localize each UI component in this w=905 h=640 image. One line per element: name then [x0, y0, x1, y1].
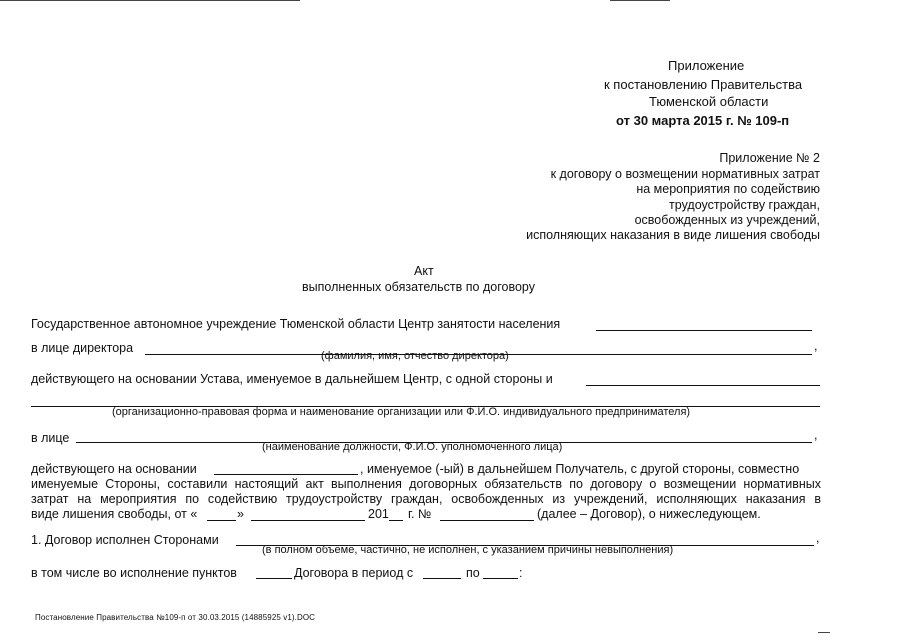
- fulfillment-hint: (в полном объеме, частично, не исполнен, с указанием причины невыполнения): [262, 544, 674, 556]
- scan-edge-right: [610, 0, 670, 1]
- director-comma: ,: [814, 339, 818, 353]
- act-date-quote: »: [237, 507, 244, 521]
- clauses-blank-line: [256, 578, 292, 579]
- scan-edge-left: [0, 0, 300, 1]
- period-colon: :: [519, 566, 523, 580]
- period-label: Договора в период с: [294, 566, 414, 580]
- date-day-blank-line: [207, 520, 236, 521]
- blank-line: [596, 330, 812, 331]
- representative-hint: (наименование должности, Ф.И.О. уполномоченного лица): [262, 441, 563, 453]
- clauses-label: в том числе во исполнение пунктов: [31, 566, 237, 580]
- period-start-blank-line: [423, 578, 461, 579]
- act-text-line2: именуемые Стороны, составили настоящий акт выполнения договорных обязательств по договору о возмещении нормативных: [31, 477, 821, 491]
- date-month-blank-line: [251, 520, 365, 521]
- period-end-blank-line: [483, 578, 518, 579]
- act-date-prefix: виде лишения свободы, от «: [31, 507, 198, 521]
- center-organization-text: Государственное автономное учреждение Тюменской области Центр занятости населения: [31, 317, 561, 331]
- contract-number-blank-line: [440, 520, 534, 521]
- recipient-basis-text: , именуемое (-ый) в дальнейшем Получатель, с другой стороны, совместно: [360, 462, 800, 476]
- act-number-label: г. №: [408, 507, 432, 521]
- recipient-basis-label: действующего на основании: [31, 462, 197, 476]
- recipient-org-hint: (организационно-правовая форма и наименование организации или Ф.И.О. индивидуального предпринимателя): [112, 406, 691, 418]
- fulfillment-comma: ,: [816, 531, 820, 545]
- recipient-basis-blank-line: [214, 474, 358, 475]
- fulfillment-label: 1. Договор исполнен Сторонами: [31, 533, 219, 547]
- appendix-line1: Приложение № 2: [719, 151, 820, 165]
- appendix-line3: на мероприятия по содействию: [636, 182, 820, 196]
- date-year-blank-line: [389, 520, 403, 521]
- header-line3: Тюменской области: [649, 94, 769, 109]
- director-hint: (фамилия, имя, отчество директора): [321, 350, 509, 362]
- representative-label: в лице: [31, 431, 70, 445]
- appendix-line6: исполняющих наказания в виде лишения свободы: [526, 228, 820, 242]
- footer-filename: Постановление Правительства №109-п от 30.03.2015 (14885925 v1).DOC: [35, 613, 316, 622]
- act-text-line3: затрат на мероприятия по содействию трудоустройству граждан, освобожденных из учреждений, исполняющих наказания в: [31, 492, 821, 506]
- title-line1: Акт: [414, 264, 434, 278]
- center-basis-text: действующего на основании Устава, именуемое в дальнейшем Центр, с одной стороны и: [31, 372, 553, 386]
- title-line2: выполненных обязательств по договору: [302, 280, 535, 294]
- representative-comma: ,: [814, 428, 818, 442]
- appendix-line5: освобожденных из учреждений,: [634, 213, 820, 227]
- blank-line: [586, 385, 820, 386]
- director-label: в лице директора: [31, 341, 134, 355]
- header-line4: от 30 марта 2015 г. № 109-п: [616, 113, 790, 128]
- appendix-line4: трудоустройству граждан,: [669, 198, 820, 212]
- act-date-suffix: (далее – Договор), о нижеследующем.: [537, 507, 761, 521]
- header-line1: Приложение: [668, 58, 745, 73]
- period-to-label: по: [466, 566, 480, 580]
- header-line2: к постановлению Правительства: [604, 77, 803, 92]
- appendix-line2: к договору о возмещении нормативных затрат: [550, 167, 820, 181]
- act-date-year: 201: [368, 507, 389, 521]
- scan-corner-mark: [818, 632, 830, 633]
